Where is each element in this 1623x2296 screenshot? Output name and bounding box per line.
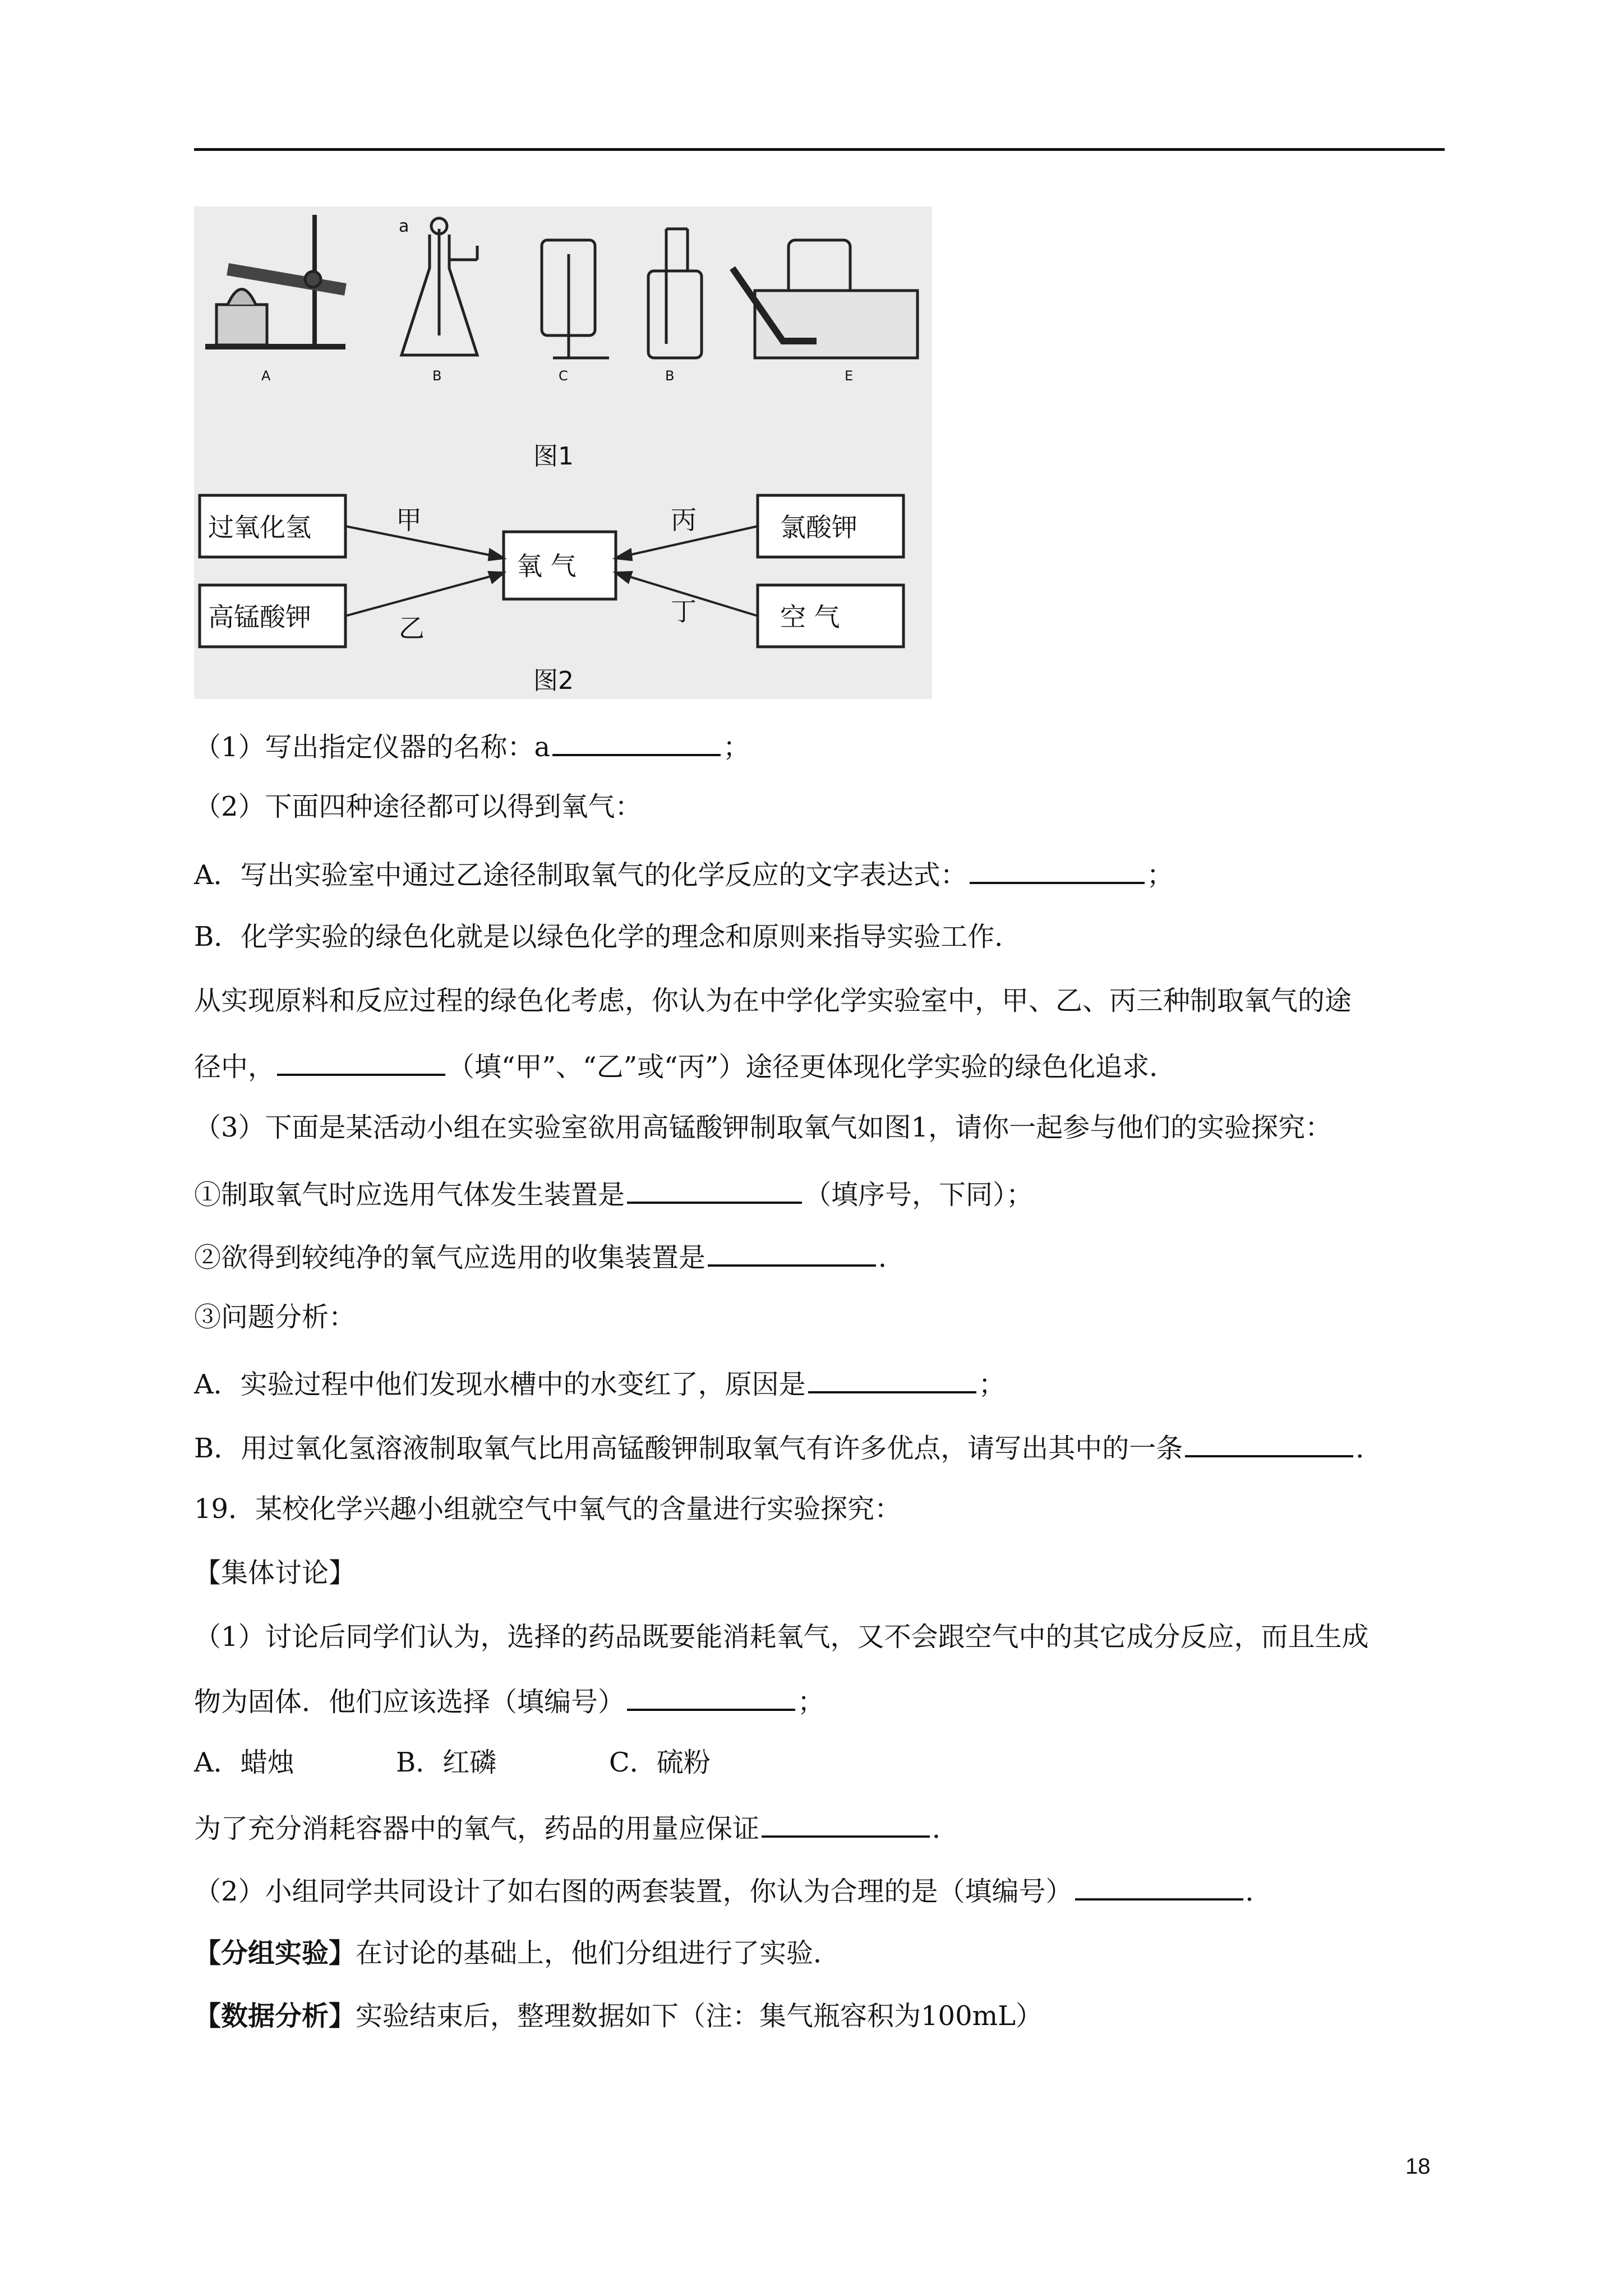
q18-part2-b: B．化学实验的绿色化就是以绿色化学的理念和原则来指导实验工作．	[194, 921, 1022, 953]
q18-part1: （1）写出指定仪器的名称：a ；	[194, 727, 750, 764]
q18-part2-a: A．写出实验室中通过乙途径制取氧气的化学反应的文字表达式： ；	[194, 855, 1174, 892]
route-ding: 丁	[671, 596, 697, 627]
option-c[interactable]: C．硫粉	[609, 1747, 711, 1778]
fig2-caption: 图2	[533, 666, 574, 695]
fig1-caption: 图1	[533, 442, 574, 471]
box-h2o2-label: 过氧化氢	[208, 512, 311, 542]
apparatus-c-bottle	[542, 240, 609, 358]
q19-options	[194, 1746, 711, 1779]
option-a[interactable]: A．蜡烛	[194, 1747, 294, 1778]
figure-svg	[194, 206, 932, 699]
box-oxygen-label: 氧 气	[517, 551, 577, 581]
label-b: B	[432, 368, 442, 384]
option-b[interactable]: B．红磷	[396, 1747, 497, 1778]
q19-data-analysis: 【数据分析】实验结束后，整理数据如下（注：集气瓶容积为100mL）	[194, 2000, 1043, 2032]
route-jia: 甲	[396, 505, 422, 535]
apparatus-d-bottle	[648, 229, 702, 358]
q18-part2: （2）下面四种途径都可以得到氧气：	[194, 791, 642, 822]
apparatus-b-flask	[402, 218, 477, 355]
q19-part1-line2: 物为固体．他们应该选择（填编号） ；	[194, 1682, 824, 1719]
label-instrument-a: a	[399, 217, 409, 236]
route-bing: 丙	[671, 505, 697, 535]
experiment-figure	[194, 206, 932, 699]
q19-part1: （1）讨论后同学们认为，选择的药品既要能消耗氧气，又不会跟空气中的其它成分反应，而且生成	[194, 1621, 1369, 1653]
box-kclo3-label: 氯酸钾	[780, 512, 857, 542]
q19-title: 19．某校化学兴趣小组就空气中氧气的含量进行实验探究：	[194, 1493, 902, 1525]
answer-blank[interactable]	[627, 1682, 795, 1711]
q18-part3-b: B．用过氧化氢溶液制取氧气比用高锰酸钾制取氧气有许多优点，请写出其中的一条 ．	[194, 1428, 1382, 1465]
q19-group-experiment: 【分组实验】在讨论的基础上，他们分组进行了实验．	[194, 1938, 841, 1969]
label-e: E	[845, 368, 854, 384]
q19-part2: （2）小组同学共同设计了如右图的两套装置，你认为合理的是（填编号） ．	[194, 1871, 1272, 1908]
q18-part3-2: ②欲得到较纯净的氧气应选用的收集装置是 ．	[194, 1237, 905, 1274]
answer-blank[interactable]	[627, 1175, 802, 1204]
box-kmno4-label: 高锰酸钾	[208, 602, 311, 632]
q18-part3-1: ①制取氧气时应选用气体发生装置是 （填序号，下同）；	[194, 1175, 1033, 1212]
apparatus-a-heating	[205, 215, 345, 347]
answer-blank[interactable]	[708, 1237, 876, 1267]
answer-blank[interactable]	[1185, 1428, 1353, 1457]
answer-blank[interactable]	[1075, 1871, 1243, 1901]
label-a: A	[261, 368, 271, 384]
q18-part2-b-line2: 从实现原料和反应过程的绿色化考虑，你认为在中学化学实验室中，甲、乙、丙三种制取氧气的途	[194, 985, 1352, 1016]
answer-blank[interactable]	[762, 1809, 930, 1838]
q19-part1-line3: 为了充分消耗容器中的氧气，药品的用量应保证 ．	[194, 1809, 959, 1846]
q18-part2-b-line3: 径中， （填“甲”、“乙”或“丙”）途径更体现化学实验的绿色化追求．	[194, 1047, 1176, 1084]
route-yi: 乙	[399, 613, 425, 643]
q19-discussion-head: 【集体讨论】	[194, 1557, 356, 1589]
page-number: 18	[1405, 2154, 1431, 2179]
q18-part3-3: ③问题分析：	[194, 1301, 356, 1333]
apparatus-e-trough	[732, 240, 917, 358]
answer-blank[interactable]	[970, 855, 1145, 884]
answer-blank[interactable]	[808, 1364, 976, 1393]
box-air-label: 空 气	[780, 602, 840, 632]
answer-blank[interactable]	[277, 1047, 445, 1076]
label-d: B	[665, 368, 675, 384]
q18-part3-a: A．实验过程中他们发现水槽中的水变红了，原因是 ；	[194, 1364, 1006, 1401]
q18-part3: （3）下面是某活动小组在实验室欲用高锰酸钾制取氧气如图1，请你一起参与他们的实验探究：	[194, 1112, 1332, 1143]
label-c: C	[559, 368, 568, 384]
answer-blank[interactable]	[552, 727, 721, 756]
header-rule	[194, 148, 1445, 151]
